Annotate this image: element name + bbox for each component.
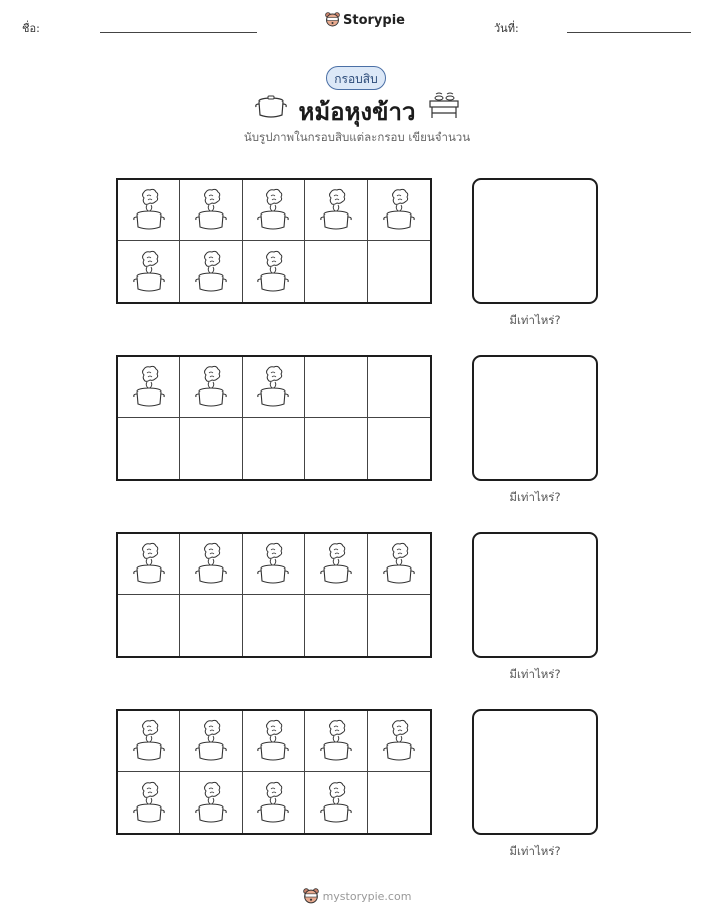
frame-cell [118, 772, 180, 833]
frame-cell [243, 534, 305, 595]
rice-cooker-pot-icon [382, 719, 416, 763]
rice-cooker-pot-icon [132, 542, 166, 586]
answer-box[interactable] [472, 355, 598, 481]
rice-cooker-pot-icon [256, 365, 290, 409]
rice-cooker-pot-icon [194, 719, 228, 763]
frame-cell [368, 772, 430, 833]
rice-cooker-pot-icon [256, 542, 290, 586]
question-text: มีเท่าไหร่? [509, 844, 561, 858]
bear-mascot-icon [303, 888, 319, 905]
ten-frame [116, 178, 432, 304]
frame-cell [305, 180, 367, 241]
frame-cell [118, 711, 180, 772]
rice-cooker-pot-icon [132, 781, 166, 825]
footer [0, 888, 714, 905]
answer-box[interactable] [472, 709, 598, 835]
rice-cooker-pot-icon [132, 250, 166, 294]
bear-mascot-icon [325, 12, 340, 28]
frame-cell [118, 534, 180, 595]
frame-cell [368, 418, 430, 479]
name-field[interactable] [100, 32, 257, 33]
frame-cell [243, 418, 305, 479]
rice-cooker-pot-icon [132, 365, 166, 409]
frame-cell [180, 180, 242, 241]
frame-cell [118, 180, 180, 241]
rice-cooker-pot-icon [194, 250, 228, 294]
frame-cell [180, 534, 242, 595]
rice-cooker-pot-icon [319, 542, 353, 586]
topic-badge: กรอบสิบ [326, 66, 386, 90]
frame-cell [368, 180, 430, 241]
worksheet-title: หม้อหุงข้าว [298, 98, 416, 126]
frame-cell [305, 711, 367, 772]
frame-cell [368, 241, 430, 302]
rice-cooker-pot-icon [319, 188, 353, 232]
brand-logo [325, 12, 405, 28]
frame-cell [180, 357, 242, 418]
frame-cell [118, 595, 180, 656]
question-text: มีเท่าไหร่? [509, 490, 561, 504]
frame-cell [368, 357, 430, 418]
frame-cell [305, 534, 367, 595]
ten-frame [116, 709, 432, 835]
frame-cell [180, 595, 242, 656]
name-label: ชื่อ: [22, 22, 40, 35]
rice-cooker-pot-icon [256, 188, 290, 232]
frame-cell [118, 418, 180, 479]
footer-url[interactable]: mystorypie.com [322, 890, 412, 903]
rice-cooker-pot-icon [194, 781, 228, 825]
frame-cell [305, 357, 367, 418]
question-text: มีเท่าไหร่? [509, 313, 561, 327]
date-label: วันที่: [494, 22, 519, 35]
frame-cell [305, 772, 367, 833]
answer-box[interactable] [472, 532, 598, 658]
ten-frame [116, 532, 432, 658]
rice-cooker-pot-icon [132, 719, 166, 763]
frame-cell [243, 357, 305, 418]
question-text: มีเท่าไหร่? [509, 667, 561, 681]
frame-cell [118, 357, 180, 418]
frame-cell [305, 418, 367, 479]
frame-cell [368, 711, 430, 772]
frame-cell [368, 534, 430, 595]
rice-cooker-pot-icon [319, 781, 353, 825]
ten-frame [116, 355, 432, 481]
frame-cell [243, 241, 305, 302]
frame-cell [243, 772, 305, 833]
rice-cooker-pot-icon [256, 250, 290, 294]
stove-icon [427, 92, 461, 120]
frame-cell [180, 772, 242, 833]
rice-cooker-pot-icon [194, 188, 228, 232]
frame-cell [305, 595, 367, 656]
frame-cell [305, 241, 367, 302]
frame-cell [243, 595, 305, 656]
frame-cell [180, 418, 242, 479]
frame-cell [118, 241, 180, 302]
frame-cell [368, 595, 430, 656]
frame-cell [180, 241, 242, 302]
frame-cell [243, 711, 305, 772]
rice-cooker-pot-icon [382, 188, 416, 232]
rice-cooker-pot-icon [382, 542, 416, 586]
instruction-text: นับรูปภาพในกรอบสิบแต่ละกรอบ เขียนจำนวน [243, 130, 471, 144]
answer-box[interactable] [472, 178, 598, 304]
date-field[interactable] [567, 32, 691, 33]
rice-cooker-pot-icon [256, 781, 290, 825]
rice-cooker-pot-icon [319, 719, 353, 763]
rice-cooker-pot-icon [194, 542, 228, 586]
brand-name: Storypie [343, 12, 405, 28]
frame-cell [180, 711, 242, 772]
rice-cooker-pot-icon [194, 365, 228, 409]
rice-cooker-pot-icon [256, 719, 290, 763]
frame-cell [243, 180, 305, 241]
rice-cooker-pot-icon [132, 188, 166, 232]
